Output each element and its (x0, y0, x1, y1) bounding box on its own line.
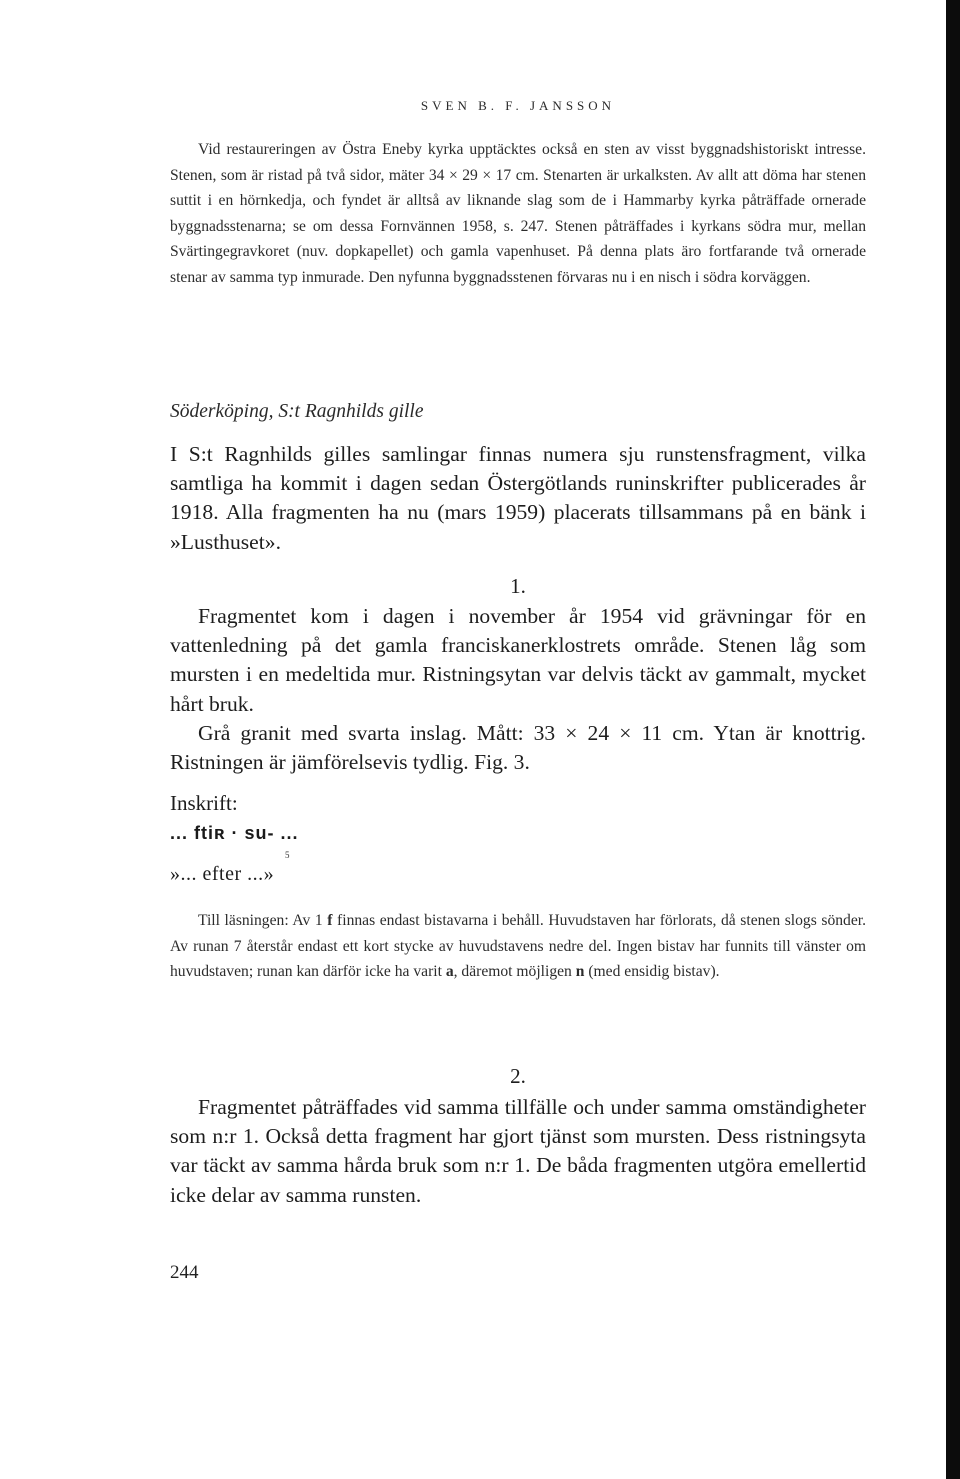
intro-paragraph-text: Vid restaureringen av Östra Eneby kyrka upptäcktes också en sten av visst byggnadshistoriskt intresse. Stenen, som är ristad på två sidor, mäter 34 × 29 × 17 cm. Stenarten är urkalksten. Av allt att döma har stenen suttit i en hörnkedja, och fyndet är alltså av liknande slag som de i Hammarby kyrka påträffade ornerade byggnadsstenarna; se om dessa Fornvännen 1958, s. 247. Stenen påträffades i kyrkans södra mur, mellan Svärtingegravkoret (nuv. dopkapellet) och gamla vapenhuset. På denna plats äro fortfarande två ornerade stenar av samma typ inmurade. Den nyfunna byggnadsstenen förvaras nu i en nisch i södra korväggen. (170, 141, 866, 286)
fragment-1-description (170, 602, 866, 777)
runic-transliteration: ... ftiʀ · su- ... (170, 823, 299, 843)
reading-note-part3: , däremot möjligen (453, 963, 576, 980)
fragment-2-description (170, 1093, 866, 1210)
section-title: Söderköping, S:t Ragnhilds gille (170, 401, 424, 422)
fragment-1-paragraph-b: Grå granit med svarta inslag. Mått: 33 × 24 × 11 cm. Ytan är knottrig. Ristningen är jämförelsevis tydlig. Fig. 3. (170, 720, 866, 775)
rune-a: a (445, 963, 454, 980)
running-head: SVEN B. F. JANSSON (420, 98, 616, 113)
scan-edge (946, 0, 960, 1479)
reading-note-part2: finnas endast bistavarna i behåll. Huvudstaven har förlorats, då stenen slogs sönder. Av runan 7 återstår endast ett kort stycke av huvudstavens nedre del. Ingen bistav har funnits till vänster om huvudstaven; runan kan därför icke ha varit (170, 912, 866, 980)
reading-note-part4: (med ensidig bistav). (584, 963, 720, 980)
reading-note-text (170, 908, 866, 985)
fragment-2-paragraph: Fragmentet påträffades vid samma tillfälle och under samma omständigheter som n:r 1. Också detta fragment har gjort tjänst som mursten. Dess ristningsyta var täckt av samma hårda bruk som n:r 1. De båda fragmenten utgöra emellertid icke delar av samma runsten. (170, 1095, 866, 1207)
fragment-2-number: 2. (510, 1064, 526, 1088)
rune-index-marker: 5 (285, 850, 290, 860)
fragment-1-number: 1. (510, 574, 526, 598)
page-number: 244 (170, 1262, 199, 1283)
intro-paragraph (170, 137, 866, 290)
rune-n: n (575, 963, 585, 980)
inscription-label: Inskrift: (170, 791, 238, 815)
inscription-translation: »... efter ...» (170, 863, 275, 885)
rune-f: f (327, 912, 333, 929)
fragment-1-paragraph-a: Fragmentet kom i dagen i november år 1954 vid grävningar för en vattenledning på det gamla franciskanerklostrets område. Stenen låg som mursten i en medeltida mur. Ristningsytan var delvis täckt av gammalt, mycket hårt bruk. (170, 604, 866, 716)
reading-note-part1: Till läsningen: Av 1 (198, 912, 328, 929)
section-intro (170, 440, 866, 557)
reading-note (170, 908, 866, 985)
section-intro-text: I S:t Ragnhilds gilles samlingar finnas numera sju runstensfragment, vilka samtliga ha kommit i dagen sedan Östergötlands runinskrifter publicerades år 1918. Alla fragmenten ha nu (mars 1959) placerats tillsammans på en bänk i »Lusthuset». (170, 442, 866, 554)
